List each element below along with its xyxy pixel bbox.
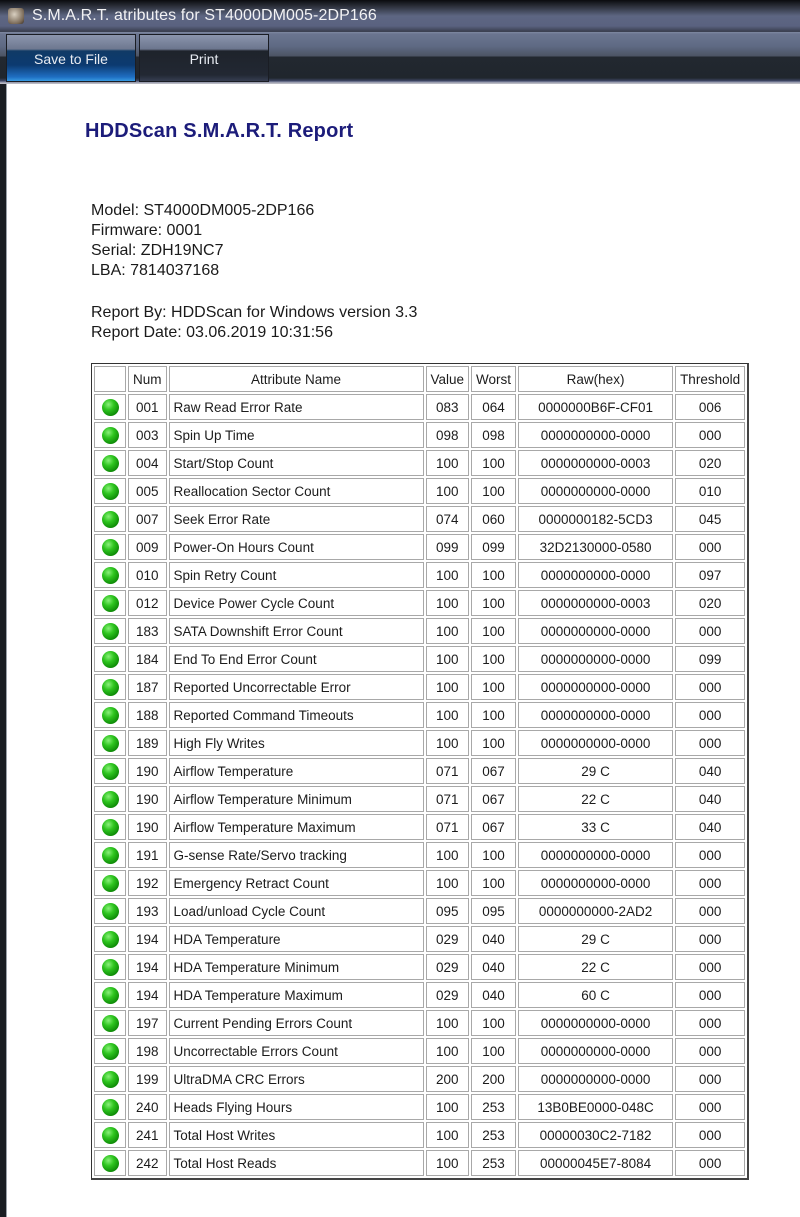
attribute-threshold: 000 [675, 1150, 745, 1176]
attribute-value: 100 [426, 702, 470, 728]
status-ok-icon [102, 819, 119, 836]
attribute-num: 003 [128, 422, 167, 448]
attribute-name: SATA Downshift Error Count [169, 618, 424, 644]
attribute-threshold: 010 [675, 478, 745, 504]
status-cell [94, 534, 126, 560]
attribute-worst: 040 [471, 982, 516, 1008]
table-row [94, 1094, 745, 1120]
attribute-worst: 067 [471, 786, 516, 812]
table-row [94, 842, 745, 868]
attribute-value: 100 [426, 1150, 470, 1176]
attribute-worst: 100 [471, 1038, 516, 1064]
status-ok-icon [102, 707, 119, 724]
attribute-name: Reallocation Sector Count [169, 478, 424, 504]
status-cell [94, 1150, 126, 1176]
attribute-value: 095 [426, 898, 470, 924]
attribute-threshold: 040 [675, 786, 745, 812]
table-row [94, 562, 745, 588]
attribute-threshold: 000 [675, 1010, 745, 1036]
attribute-num: 004 [128, 450, 167, 476]
table-row [94, 982, 745, 1008]
attribute-threshold: 020 [675, 450, 745, 476]
attribute-raw: 0000000000-0003 [518, 590, 673, 616]
attribute-raw: 60 C [518, 982, 673, 1008]
attribute-name: Airflow Temperature Minimum [169, 786, 424, 812]
table-row [94, 646, 745, 672]
status-cell [94, 814, 126, 840]
attribute-worst: 099 [471, 534, 516, 560]
status-ok-icon [102, 763, 119, 780]
status-ok-icon [102, 399, 119, 416]
report-info [91, 303, 417, 343]
table-row [94, 422, 745, 448]
attribute-raw: 0000000182-5CD3 [518, 506, 673, 532]
attribute-threshold: 099 [675, 646, 745, 672]
attribute-name: Reported Uncorrectable Error [169, 674, 424, 700]
table-row [94, 898, 745, 924]
attribute-value: 071 [426, 758, 470, 784]
attribute-name: Airflow Temperature Maximum [169, 814, 424, 840]
table-row [94, 618, 745, 644]
status-cell [94, 982, 126, 1008]
attribute-raw: 0000000000-2AD2 [518, 898, 673, 924]
status-ok-icon [102, 875, 119, 892]
attribute-threshold: 000 [675, 842, 745, 868]
status-cell [94, 1038, 126, 1064]
attribute-threshold: 045 [675, 506, 745, 532]
status-ok-icon [102, 679, 119, 696]
attribute-threshold: 040 [675, 758, 745, 784]
attribute-num: 190 [128, 758, 167, 784]
attribute-name: Spin Up Time [169, 422, 424, 448]
attribute-num: 190 [128, 786, 167, 812]
attribute-threshold: 000 [675, 982, 745, 1008]
status-ok-icon [102, 931, 119, 948]
attribute-threshold: 000 [675, 954, 745, 980]
attribute-name: G-sense Rate/Servo tracking [169, 842, 424, 868]
attribute-num: 190 [128, 814, 167, 840]
attribute-name: Heads Flying Hours [169, 1094, 424, 1120]
attribute-raw: 29 C [518, 758, 673, 784]
attribute-raw: 0000000000-0000 [518, 1010, 673, 1036]
attribute-raw: 0000000000-0003 [518, 450, 673, 476]
status-ok-icon [102, 1155, 119, 1172]
status-ok-icon [102, 1043, 119, 1060]
attribute-raw: 13B0BE0000-048C [518, 1094, 673, 1120]
status-cell [94, 702, 126, 728]
save-to-file-button[interactable]: Save to File [6, 34, 136, 82]
status-ok-icon [102, 539, 119, 556]
attribute-name: Total Host Reads [169, 1150, 424, 1176]
status-cell [94, 898, 126, 924]
attribute-value: 099 [426, 534, 470, 560]
attribute-worst: 100 [471, 870, 516, 896]
attribute-worst: 100 [471, 702, 516, 728]
report-date-line: Report Date: 03.06.2019 10:31:56 [91, 324, 333, 341]
table-row [94, 1122, 745, 1148]
attribute-num: 001 [128, 394, 167, 420]
attribute-name: Start/Stop Count [169, 450, 424, 476]
status-cell [94, 786, 126, 812]
attribute-name: Reported Command Timeouts [169, 702, 424, 728]
attribute-threshold: 097 [675, 562, 745, 588]
table-header-row [94, 366, 745, 392]
attribute-name: HDA Temperature Minimum [169, 954, 424, 980]
attribute-threshold: 000 [675, 702, 745, 728]
status-cell [94, 1066, 126, 1092]
attribute-worst: 098 [471, 422, 516, 448]
status-ok-icon [102, 847, 119, 864]
attribute-value: 100 [426, 1010, 470, 1036]
attribute-worst: 100 [471, 730, 516, 756]
attribute-name: High Fly Writes [169, 730, 424, 756]
attribute-worst: 095 [471, 898, 516, 924]
attribute-raw: 0000000000-0000 [518, 870, 673, 896]
attribute-worst: 100 [471, 590, 516, 616]
header-worst: Worst [471, 366, 516, 392]
status-ok-icon [102, 483, 119, 500]
status-cell [94, 478, 126, 504]
table-row [94, 954, 745, 980]
status-cell [94, 954, 126, 980]
attribute-num: 189 [128, 730, 167, 756]
status-ok-icon [102, 735, 119, 752]
attribute-threshold: 006 [675, 394, 745, 420]
report-title: HDDScan S.M.A.R.T. Report [85, 120, 354, 142]
attribute-value: 083 [426, 394, 470, 420]
attribute-num: 197 [128, 1010, 167, 1036]
status-cell [94, 450, 126, 476]
table-row [94, 758, 745, 784]
attribute-name: Total Host Writes [169, 1122, 424, 1148]
attribute-raw: 0000000000-0000 [518, 730, 673, 756]
table-row [94, 450, 745, 476]
status-ok-icon [102, 959, 119, 976]
status-ok-icon [102, 987, 119, 1004]
attribute-worst: 253 [471, 1094, 516, 1120]
attribute-value: 100 [426, 562, 470, 588]
attribute-num: 005 [128, 478, 167, 504]
attribute-raw: 00000030C2-7182 [518, 1122, 673, 1148]
window-title: S.M.A.R.T. atributes for ST4000DM005-2DP166 [32, 7, 377, 24]
attribute-value: 100 [426, 590, 470, 616]
status-cell [94, 926, 126, 952]
table-row [94, 506, 745, 532]
attribute-num: 187 [128, 674, 167, 700]
status-ok-icon [102, 1071, 119, 1088]
report-by-line: Report By: HDDScan for Windows version 3.3 [91, 304, 418, 321]
status-cell [94, 1122, 126, 1148]
attribute-worst: 253 [471, 1150, 516, 1176]
status-ok-icon [102, 623, 119, 640]
header-num: Num [128, 366, 167, 392]
attribute-value: 100 [426, 674, 470, 700]
model-line: Model: ST4000DM005-2DP166 [91, 202, 315, 219]
table-row [94, 1066, 745, 1092]
table-row [94, 730, 745, 756]
header-value: Value [426, 366, 470, 392]
status-cell [94, 1094, 126, 1120]
attribute-value: 100 [426, 478, 470, 504]
attribute-raw: 0000000000-0000 [518, 1038, 673, 1064]
attribute-threshold: 000 [675, 1066, 745, 1092]
status-ok-icon [102, 903, 119, 920]
attribute-num: 194 [128, 926, 167, 952]
table-row [94, 674, 745, 700]
attribute-num: 010 [128, 562, 167, 588]
attribute-worst: 064 [471, 394, 516, 420]
table-row [94, 394, 745, 420]
attribute-worst: 040 [471, 954, 516, 980]
attribute-raw: 0000000000-0000 [518, 562, 673, 588]
header-threshold: Threshold [675, 366, 745, 392]
table-row [94, 786, 745, 812]
attribute-name: Power-On Hours Count [169, 534, 424, 560]
attribute-threshold: 000 [675, 926, 745, 952]
attribute-num: 241 [128, 1122, 167, 1148]
attribute-threshold: 000 [675, 1094, 745, 1120]
attribute-worst: 200 [471, 1066, 516, 1092]
attribute-num: 194 [128, 982, 167, 1008]
status-ok-icon [102, 1015, 119, 1032]
attribute-raw: 22 C [518, 954, 673, 980]
attribute-num: 184 [128, 646, 167, 672]
header-raw: Raw(hex) [518, 366, 673, 392]
attribute-threshold: 000 [675, 1122, 745, 1148]
attribute-raw: 32D2130000-0580 [518, 534, 673, 560]
attribute-threshold: 000 [675, 730, 745, 756]
print-button[interactable]: Print [139, 34, 269, 82]
status-ok-icon [102, 1127, 119, 1144]
status-cell [94, 842, 126, 868]
attribute-threshold: 020 [675, 590, 745, 616]
attribute-value: 100 [426, 1038, 470, 1064]
attribute-value: 029 [426, 954, 470, 980]
attribute-name: Device Power Cycle Count [169, 590, 424, 616]
attribute-name: HDA Temperature [169, 926, 424, 952]
attribute-threshold: 000 [675, 898, 745, 924]
attribute-name: UltraDMA CRC Errors [169, 1066, 424, 1092]
attribute-raw: 0000000000-0000 [518, 646, 673, 672]
table-row [94, 702, 745, 728]
attribute-raw: 22 C [518, 786, 673, 812]
attribute-raw: 0000000000-0000 [518, 422, 673, 448]
attribute-threshold: 000 [675, 1038, 745, 1064]
attribute-num: 009 [128, 534, 167, 560]
attribute-num: 198 [128, 1038, 167, 1064]
attribute-worst: 067 [471, 814, 516, 840]
toolbar [0, 32, 800, 84]
attribute-value: 098 [426, 422, 470, 448]
attribute-name: Raw Read Error Rate [169, 394, 424, 420]
attribute-name: Emergency Retract Count [169, 870, 424, 896]
status-cell [94, 758, 126, 784]
attribute-name: HDA Temperature Maximum [169, 982, 424, 1008]
status-ok-icon [102, 455, 119, 472]
attribute-name: End To End Error Count [169, 646, 424, 672]
device-info [91, 201, 314, 281]
attribute-name: Spin Retry Count [169, 562, 424, 588]
attribute-threshold: 000 [675, 422, 745, 448]
attribute-value: 074 [426, 506, 470, 532]
status-cell [94, 506, 126, 532]
window-title-bar [0, 0, 800, 32]
attribute-name: Seek Error Rate [169, 506, 424, 532]
attribute-num: 193 [128, 898, 167, 924]
attribute-worst: 100 [471, 478, 516, 504]
attribute-num: 007 [128, 506, 167, 532]
lba-line: LBA: 7814037168 [91, 262, 220, 279]
attribute-num: 192 [128, 870, 167, 896]
attribute-worst: 100 [471, 450, 516, 476]
attribute-worst: 100 [471, 562, 516, 588]
status-cell [94, 646, 126, 672]
attribute-raw: 0000000000-0000 [518, 842, 673, 868]
attribute-raw: 0000000000-0000 [518, 674, 673, 700]
attribute-num: 199 [128, 1066, 167, 1092]
attribute-threshold: 000 [675, 674, 745, 700]
table-row [94, 478, 745, 504]
attribute-value: 029 [426, 982, 470, 1008]
serial-line: Serial: ZDH19NC7 [91, 242, 224, 259]
status-cell [94, 394, 126, 420]
attribute-threshold: 000 [675, 534, 745, 560]
status-ok-icon [102, 1099, 119, 1116]
table-row [94, 590, 745, 616]
attribute-worst: 100 [471, 618, 516, 644]
table-row [94, 1150, 745, 1176]
attribute-raw: 0000000000-0000 [518, 1066, 673, 1092]
attribute-value: 029 [426, 926, 470, 952]
attribute-worst: 100 [471, 674, 516, 700]
attribute-value: 100 [426, 1094, 470, 1120]
attribute-worst: 253 [471, 1122, 516, 1148]
attribute-name: Load/unload Cycle Count [169, 898, 424, 924]
status-cell [94, 618, 126, 644]
status-ok-icon [102, 511, 119, 528]
status-cell [94, 422, 126, 448]
status-ok-icon [102, 567, 119, 584]
attribute-raw: 0000000000-0000 [518, 618, 673, 644]
attribute-num: 242 [128, 1150, 167, 1176]
attribute-num: 240 [128, 1094, 167, 1120]
attribute-name: Current Pending Errors Count [169, 1010, 424, 1036]
table-row [94, 1010, 745, 1036]
attribute-worst: 060 [471, 506, 516, 532]
table-row [94, 870, 745, 896]
status-cell [94, 590, 126, 616]
attribute-value: 200 [426, 1066, 470, 1092]
attribute-raw: 0000000B6F-CF01 [518, 394, 673, 420]
attribute-num: 188 [128, 702, 167, 728]
table-row [94, 1038, 745, 1064]
attribute-num: 012 [128, 590, 167, 616]
table-row [94, 534, 745, 560]
attribute-raw: 0000000000-0000 [518, 702, 673, 728]
attribute-value: 100 [426, 618, 470, 644]
attribute-raw: 29 C [518, 926, 673, 952]
attribute-value: 100 [426, 730, 470, 756]
table-row [94, 814, 745, 840]
header-status [94, 366, 126, 392]
table-row [94, 926, 745, 952]
status-ok-icon [102, 427, 119, 444]
attribute-raw: 00000045E7-8084 [518, 1150, 673, 1176]
attribute-worst: 100 [471, 842, 516, 868]
attribute-worst: 100 [471, 646, 516, 672]
status-cell [94, 1010, 126, 1036]
attribute-value: 100 [426, 646, 470, 672]
firmware-line: Firmware: 0001 [91, 222, 203, 239]
attribute-threshold: 000 [675, 870, 745, 896]
status-ok-icon [102, 595, 119, 612]
attribute-worst: 100 [471, 1010, 516, 1036]
attribute-num: 191 [128, 842, 167, 868]
attribute-raw: 33 C [518, 814, 673, 840]
attribute-num: 183 [128, 618, 167, 644]
attribute-value: 071 [426, 814, 470, 840]
attribute-num: 194 [128, 954, 167, 980]
table-body [94, 394, 745, 1176]
attribute-value: 100 [426, 450, 470, 476]
status-cell [94, 674, 126, 700]
status-cell [94, 562, 126, 588]
status-cell [94, 730, 126, 756]
attribute-name: Airflow Temperature [169, 758, 424, 784]
status-ok-icon [102, 651, 119, 668]
header-attribute-name: Attribute Name [169, 366, 424, 392]
attribute-name: Uncorrectable Errors Count [169, 1038, 424, 1064]
attribute-value: 100 [426, 1122, 470, 1148]
attribute-worst: 040 [471, 926, 516, 952]
attribute-worst: 067 [471, 758, 516, 784]
status-ok-icon [102, 791, 119, 808]
attribute-threshold: 040 [675, 814, 745, 840]
attribute-value: 100 [426, 870, 470, 896]
attribute-raw: 0000000000-0000 [518, 478, 673, 504]
attribute-value: 071 [426, 786, 470, 812]
smart-attributes-table [91, 363, 749, 1180]
attribute-value: 100 [426, 842, 470, 868]
attribute-threshold: 000 [675, 618, 745, 644]
app-icon [8, 8, 24, 24]
status-cell [94, 870, 126, 896]
